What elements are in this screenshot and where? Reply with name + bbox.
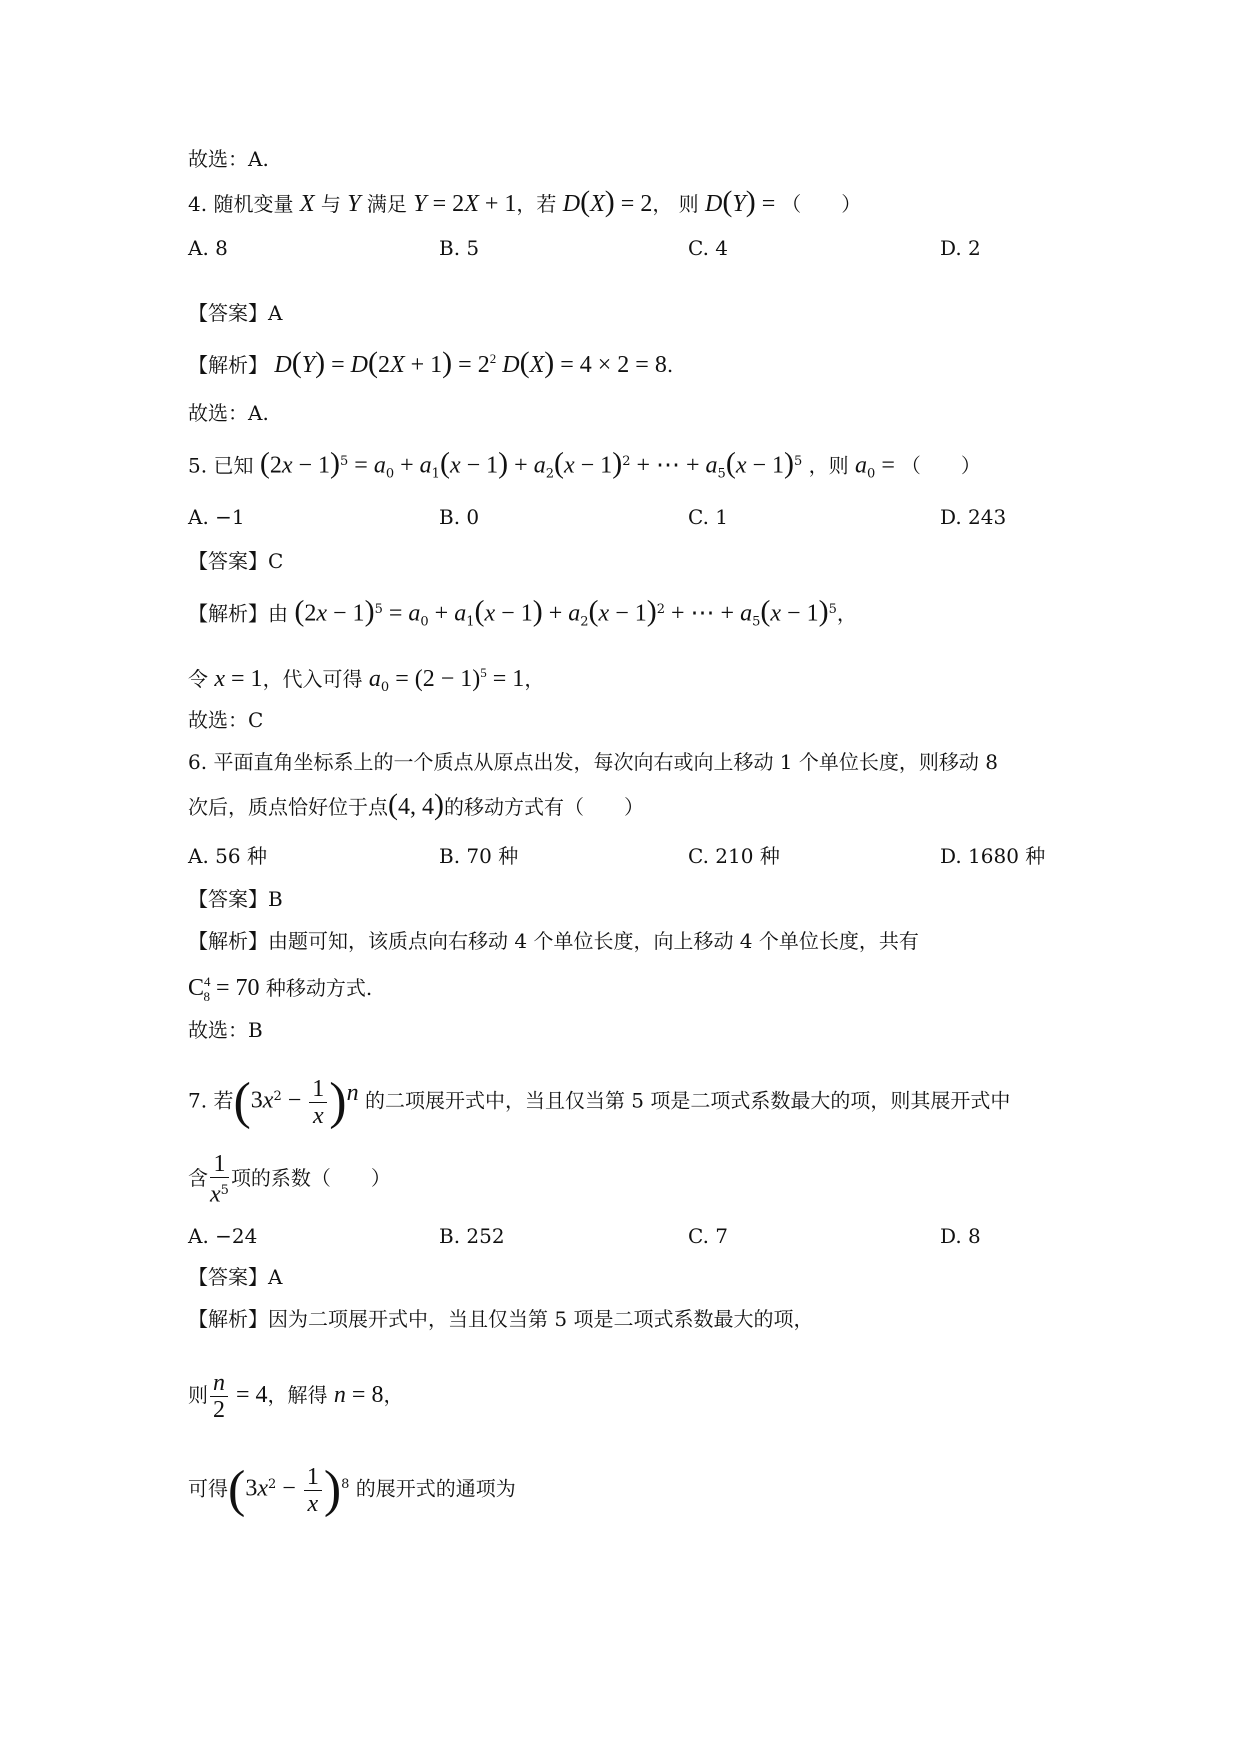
- answer-choice-line: 故选：A.: [188, 147, 269, 171]
- option-a: A. 56 种: [188, 844, 267, 868]
- question-5-stem: 5. 已知 $(2x - 1)^5 = a_0 + a_1(x - 1) + a_2(x - 1)^2$ + ⋯ + $a_5(x - 1)^5$ ，则 $a_0$ = （ ）: [188, 446, 981, 482]
- question-6-stem-2: 次后，质点恰好位于点(4, 4)的移动方式有（ ）: [188, 788, 644, 821]
- option-a: A. −1: [188, 505, 245, 529]
- analysis-line: 则 $\frac{n}{2}$ = 4，解得 n = 8，: [188, 1370, 404, 1423]
- option-b: B. 252: [439, 1224, 505, 1248]
- analysis-line: $C^4_8 = 70$ 种移动方式.: [188, 974, 373, 1004]
- option-c: C. 7: [688, 1224, 729, 1248]
- option-b: B. 0: [439, 505, 480, 529]
- question-6-stem: 6. 平面直角坐标系上的一个质点从原点出发，每次向右或向上移动 1 个单位长度，则移动 8: [188, 750, 998, 774]
- option-c: C. 1: [688, 505, 729, 529]
- answer-choice-line: 故选：A.: [188, 401, 269, 425]
- option-d: D. 1680 种: [940, 844, 1046, 868]
- analysis-line: 可得($3x^2$ − $\frac{1}{x}$ )$^8$ 的展开式的通项为: [188, 1461, 516, 1519]
- answer-label: 【答案】B: [188, 887, 283, 911]
- analysis-line: 【解析】因为二项展开式中，当且仅当第 5 项是二项式系数最大的项，: [188, 1307, 814, 1331]
- option-c: C. 210 种: [688, 844, 780, 868]
- question-7-stem-2: 含 $\frac{1}{x^5}$ 项的系数（ ）: [188, 1151, 391, 1208]
- analysis-line: 【解析】 $D(Y) = D(2X + 1) = 2^2$ D(X) = 4 × 2 = 8.: [188, 346, 674, 379]
- option-b: B. 70 种: [439, 844, 519, 868]
- question-7-stem: 7. 若($3x^2$ − $\frac{1}{x}$ )$^n$ 的二项展开式中，当且仅当第 5 项是二项式系数最大的项，则其展开式中: [188, 1073, 1011, 1131]
- answer-label: 【答案】C: [188, 549, 284, 573]
- answer-label: 【答案】A: [188, 1265, 283, 1289]
- option-d: D. 8: [940, 1224, 981, 1248]
- question-4-stem: 4. 随机变量 X 与 Y 满足 Y = 2X + 1，若 D(X) = 2， 则 D(Y) = （ ）: [188, 185, 862, 218]
- option-b: B. 5: [439, 236, 480, 260]
- answer-choice-line: 故选：C: [188, 708, 264, 732]
- option-c: C. 4: [688, 236, 729, 260]
- analysis-line: 【解析】由题可知，该质点向右移动 4 个单位长度，向上移动 4 个单位长度，共有: [188, 929, 919, 953]
- analysis-line: 【解析】由 $(2x - 1)^5 = a_0 + a_1(x - 1) + a_2(x - 1)^2$ + ⋯ + $a_5(x - 1)^5$，: [188, 594, 857, 630]
- option-a: A. −24: [188, 1224, 258, 1248]
- option-d: D. 2: [940, 236, 981, 260]
- option-a: A. 8: [188, 236, 228, 260]
- option-d: D. 243: [940, 505, 1007, 529]
- answer-choice-line: 故选：B: [188, 1018, 263, 1042]
- answer-label: 【答案】A: [188, 301, 283, 325]
- analysis-line: 令 x = 1，代入可得 $a_0 = (2 - 1)^5 = 1$，: [188, 665, 545, 695]
